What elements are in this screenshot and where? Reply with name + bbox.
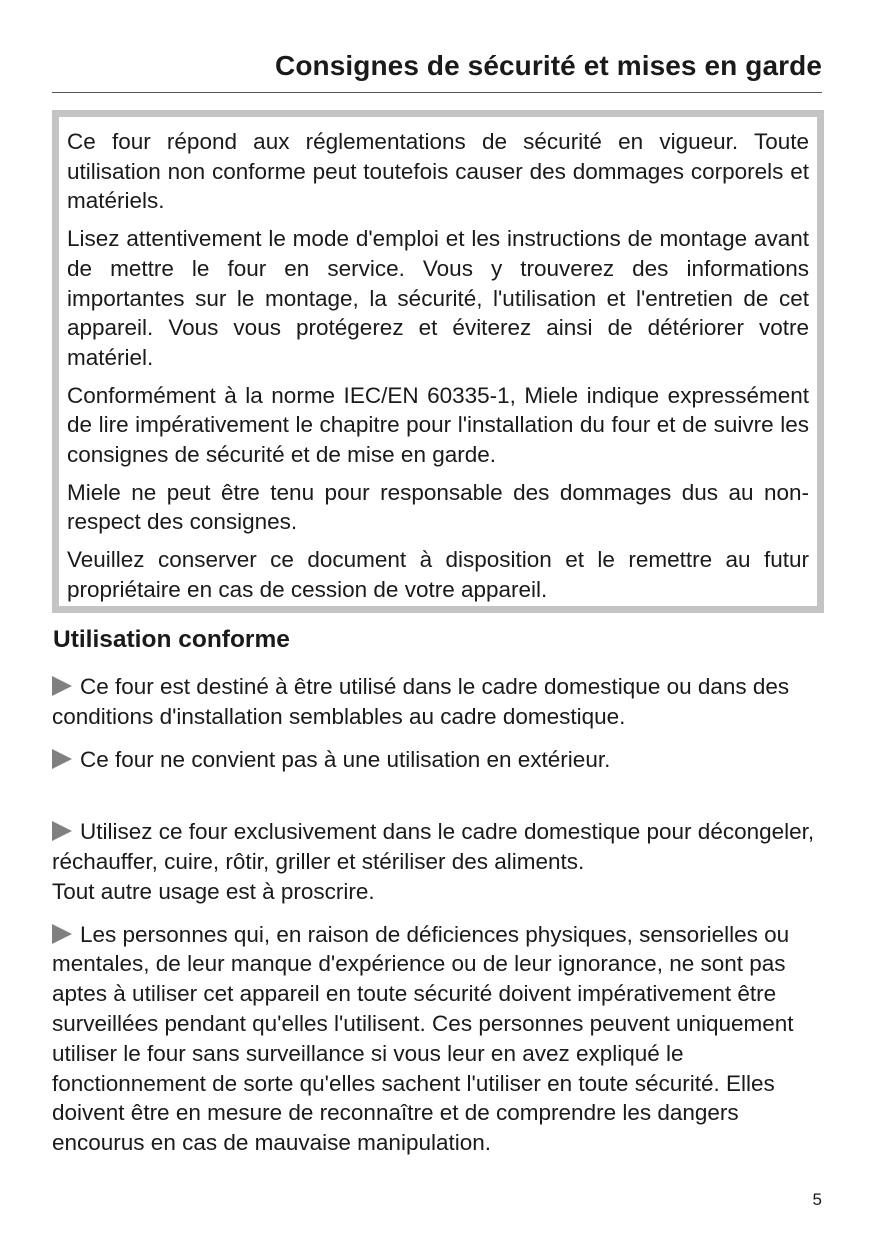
triangle-bullet-icon <box>52 676 72 696</box>
bullet-item <box>52 787 822 906</box>
bullet-text: Ce four ne convient pas à une utilisation en extérieur. <box>80 746 611 772</box>
triangle-bullet-icon <box>52 821 72 841</box>
bullet-item <box>52 672 822 732</box>
notice-paragraph: Lisez attentivement le mode d'emploi et les instructions de montage avant de mettre le four en service. Vous y trouverez des informations importantes sur le montage, la sécurité, l'utilisation et l'entretien de cet appareil. Vous vous protégerez et éviterez ainsi de détériorer votre matériel. <box>67 226 809 370</box>
notice-paragraph: Veuillez conserver ce document à disposition et le remettre au futur propriétaire en cas de cession de votre appareil. <box>67 547 809 602</box>
bullet-list <box>52 672 822 1171</box>
page-title: Consignes de sécurité et mises en garde <box>275 50 822 81</box>
bullet-text: Utilisez ce four exclusivement dans le cadre domestique pour décongeler, réchauffer, cuire, rôtir, griller et stériliser des aliments. Tout autre usage est à proscrire. <box>52 819 815 904</box>
notice-paragraph: Ce four répond aux réglementations de sécurité en vigueur. Toute utilisation non conforme peut toutefois causer des dommages corporels et matériels. <box>67 129 809 214</box>
bullet-item <box>52 745 822 775</box>
bullet-text: Les personnes qui, en raison de déficiences physiques, sensorielles ou mentales, de leur manque d'expérience ou de leur ignorance, ne sont pas aptes à utiliser cet appareil en toute sécurité doivent impérativement être surveillées pendant qu'elles l'utilisent. Ces personnes peuvent uniquement utiliser le four sans surveillance si vous leur en avez expliqué le fonctionnement de sorte qu'elles sachent l'utiliser en toute sécurité. Elles doivent être en mesure de reconnaître et de comprendre les dangers encourus en cas de mauvaise manipulation. <box>52 921 794 1156</box>
safety-notice-box <box>52 110 824 613</box>
bullet-text: Ce four est destiné à être utilisé dans le cadre domestique ou dans des conditions d'installation semblables au cadre domestique. <box>52 674 790 729</box>
triangle-bullet-icon <box>52 749 72 769</box>
triangle-bullet-icon <box>52 924 72 944</box>
page-number: 5 <box>812 1190 822 1209</box>
notice-paragraph: Conformément à la norme IEC/EN 60335-1, Miele indique expressément de lire impérativement le chapitre pour l'installation du four et de suivre les consignes de sécurité et de mise en garde. <box>67 382 809 468</box>
bullet-item <box>52 920 822 1158</box>
page-header <box>52 50 822 93</box>
notice-paragraph: Miele ne peut être tenu pour responsable des dommages dus au non-respect des consignes. <box>67 479 809 535</box>
section-heading: Utilisation conforme <box>53 626 290 653</box>
